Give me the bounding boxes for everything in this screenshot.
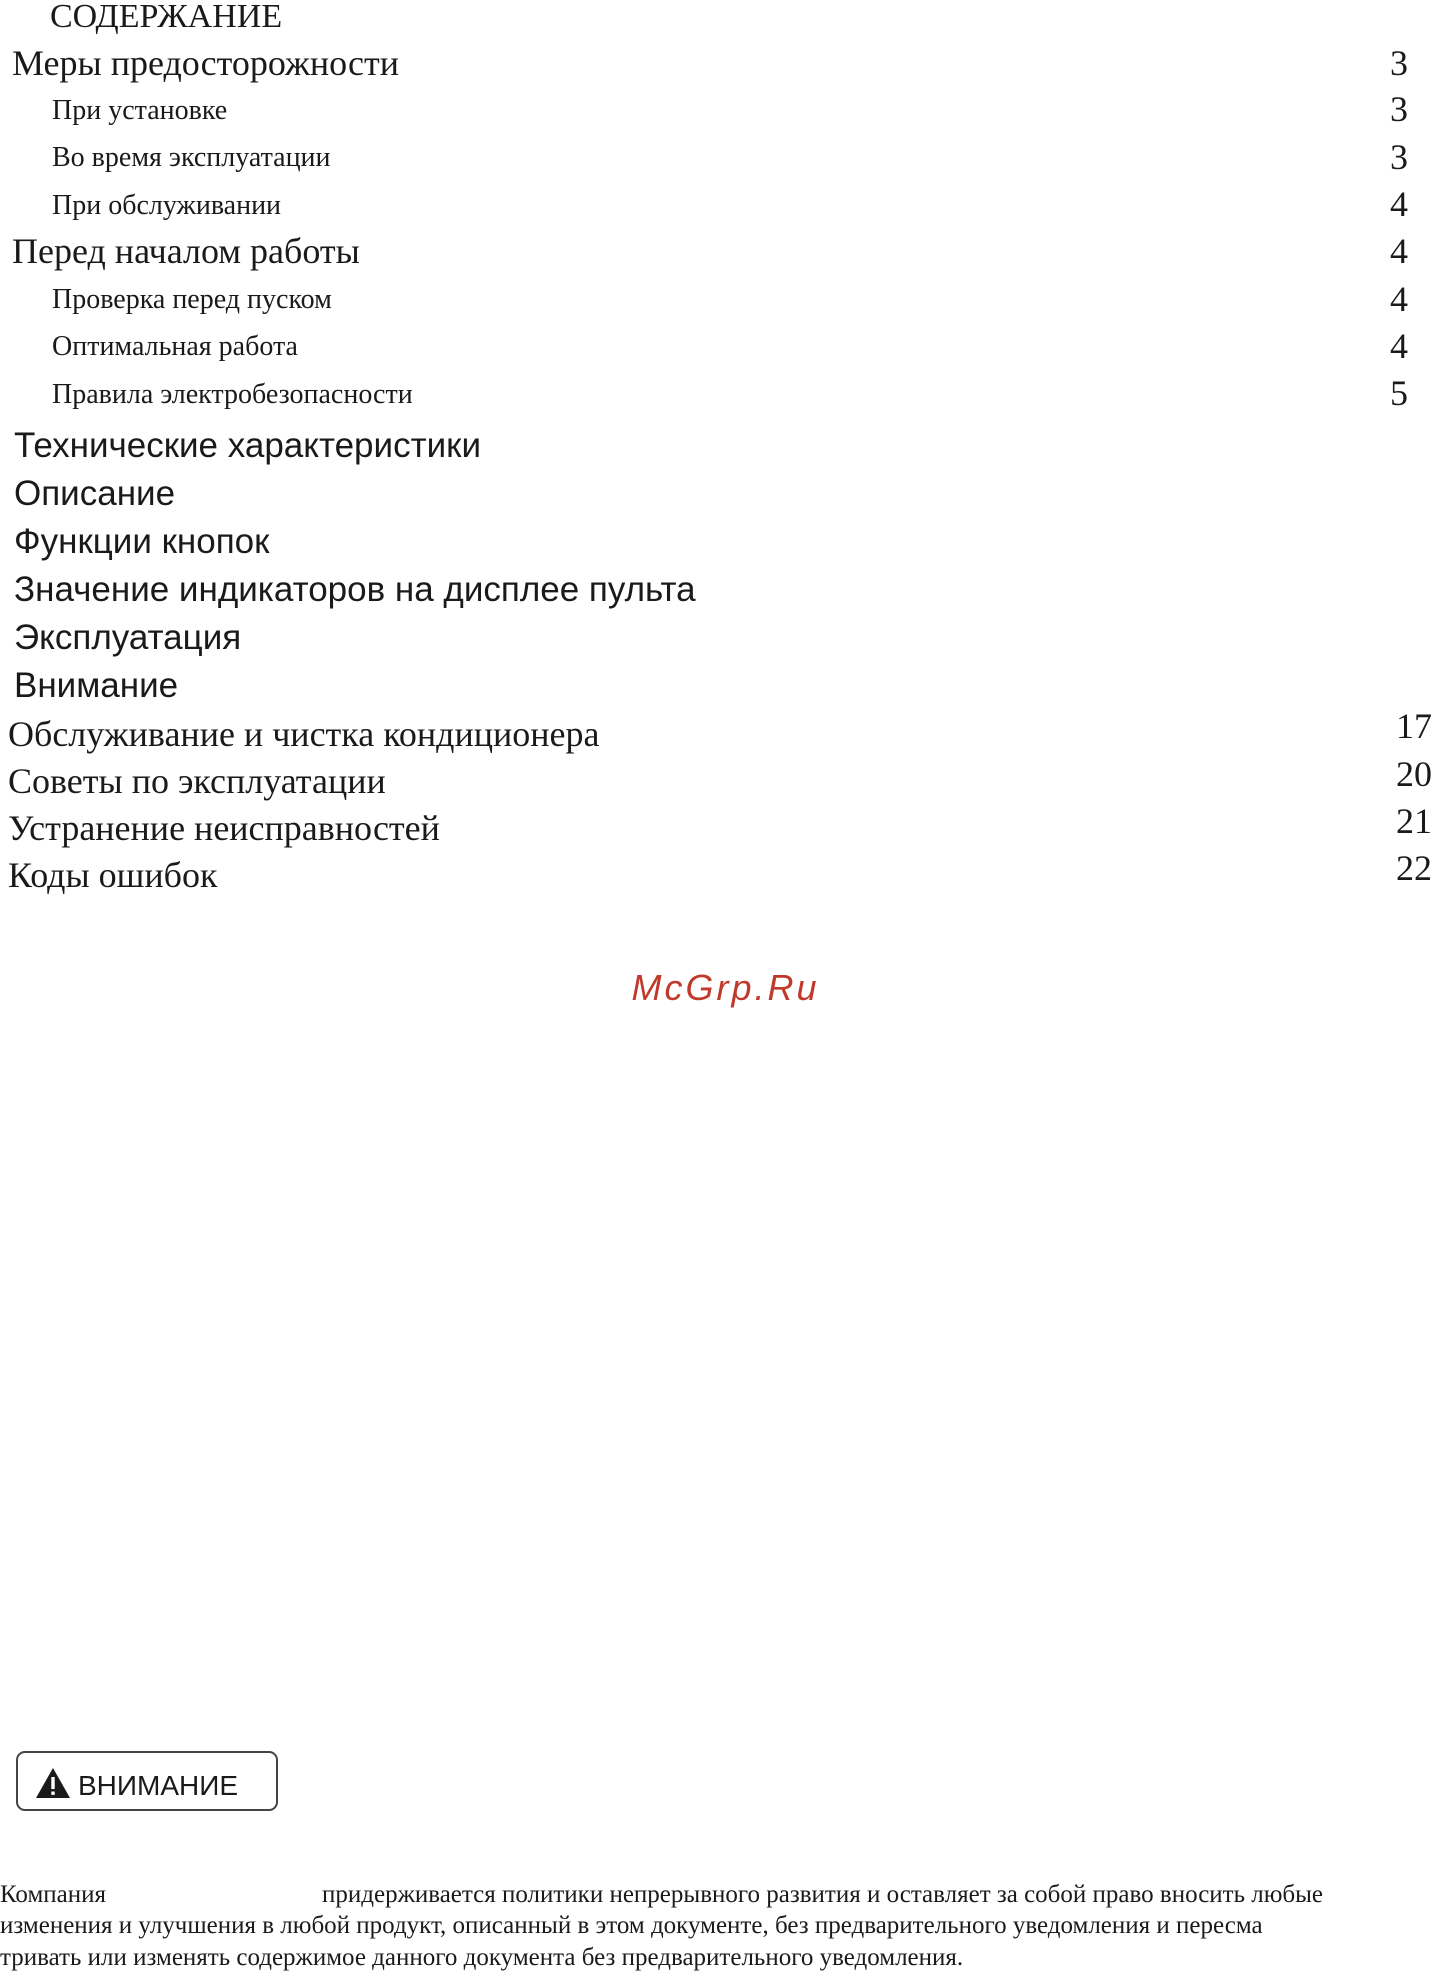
toc-entry-label: Функции кнопок xyxy=(14,522,270,561)
toc-entry-label: Проверка перед пуском xyxy=(52,284,332,315)
toc-entry-page: 22 xyxy=(1396,848,1432,888)
warning-label: ВНИМАНИЕ xyxy=(78,1770,239,1801)
warning-triangle-icon xyxy=(35,1767,71,1799)
toc-entry-label: Внимание xyxy=(14,666,179,705)
toc-entry-page: 3 xyxy=(1390,137,1408,177)
toc-entry-page: 5 xyxy=(1390,373,1408,413)
toc-entry-label: Технические характеристики xyxy=(14,426,482,465)
toc-entry-label: Перед началом работы xyxy=(12,231,360,271)
footer-line-1: придерживается политики непрерывного развития и оставляет за собой право вносить любые xyxy=(322,1881,1324,1908)
toc-entry-page: 17 xyxy=(1396,706,1432,746)
toc-entry-label: При установке xyxy=(52,95,228,126)
warning-badge xyxy=(16,1751,278,1811)
footer-line-2: изменения и улучшения в любой продукт, описанный в этом документе, без предварительного уведомления и пересма xyxy=(0,1912,1263,1939)
toc-entry-label: При обслуживании xyxy=(52,190,282,221)
toc-entry-label: Коды ошибок xyxy=(8,855,218,895)
toc-entry-label: Меры предосторожности xyxy=(12,43,400,83)
footer-line-3: тривать или изменять содержимое данного документа без предварительного уведомления. xyxy=(0,1944,964,1971)
watermark-text: McGrp.Ru xyxy=(631,967,820,1008)
toc-entry-page: 3 xyxy=(1390,43,1408,83)
toc-entry-label: Описание xyxy=(14,474,176,513)
toc-entry-page: 21 xyxy=(1396,801,1432,841)
toc-entry-label: Оптимальная работа xyxy=(52,331,298,362)
footer-company-word: Компания xyxy=(0,1881,107,1908)
toc-entry-page: 4 xyxy=(1390,326,1408,366)
toc-title: СОДЕРЖАНИЕ xyxy=(50,0,283,35)
toc-entry-page: 20 xyxy=(1396,754,1432,794)
toc-entry-label: Советы по эксплуатации xyxy=(8,761,386,801)
toc-entry-label: Обслуживание и чистка кондиционера xyxy=(8,714,600,754)
toc-entry-label: Значение индикаторов на дисплее пульта xyxy=(14,570,696,609)
toc-entry-label: Эксплуатация xyxy=(14,618,242,657)
toc-entry-label: Правила электробезопасности xyxy=(52,379,413,410)
toc-entry-page: 4 xyxy=(1390,279,1408,319)
toc-entry-label: Устранение неисправностей xyxy=(8,808,440,848)
toc-entry-page: 3 xyxy=(1390,89,1408,129)
toc-entry-page: 4 xyxy=(1390,231,1408,271)
toc-entry-label: Во время эксплуатации xyxy=(52,142,331,173)
toc-entry-page: 4 xyxy=(1390,184,1408,224)
